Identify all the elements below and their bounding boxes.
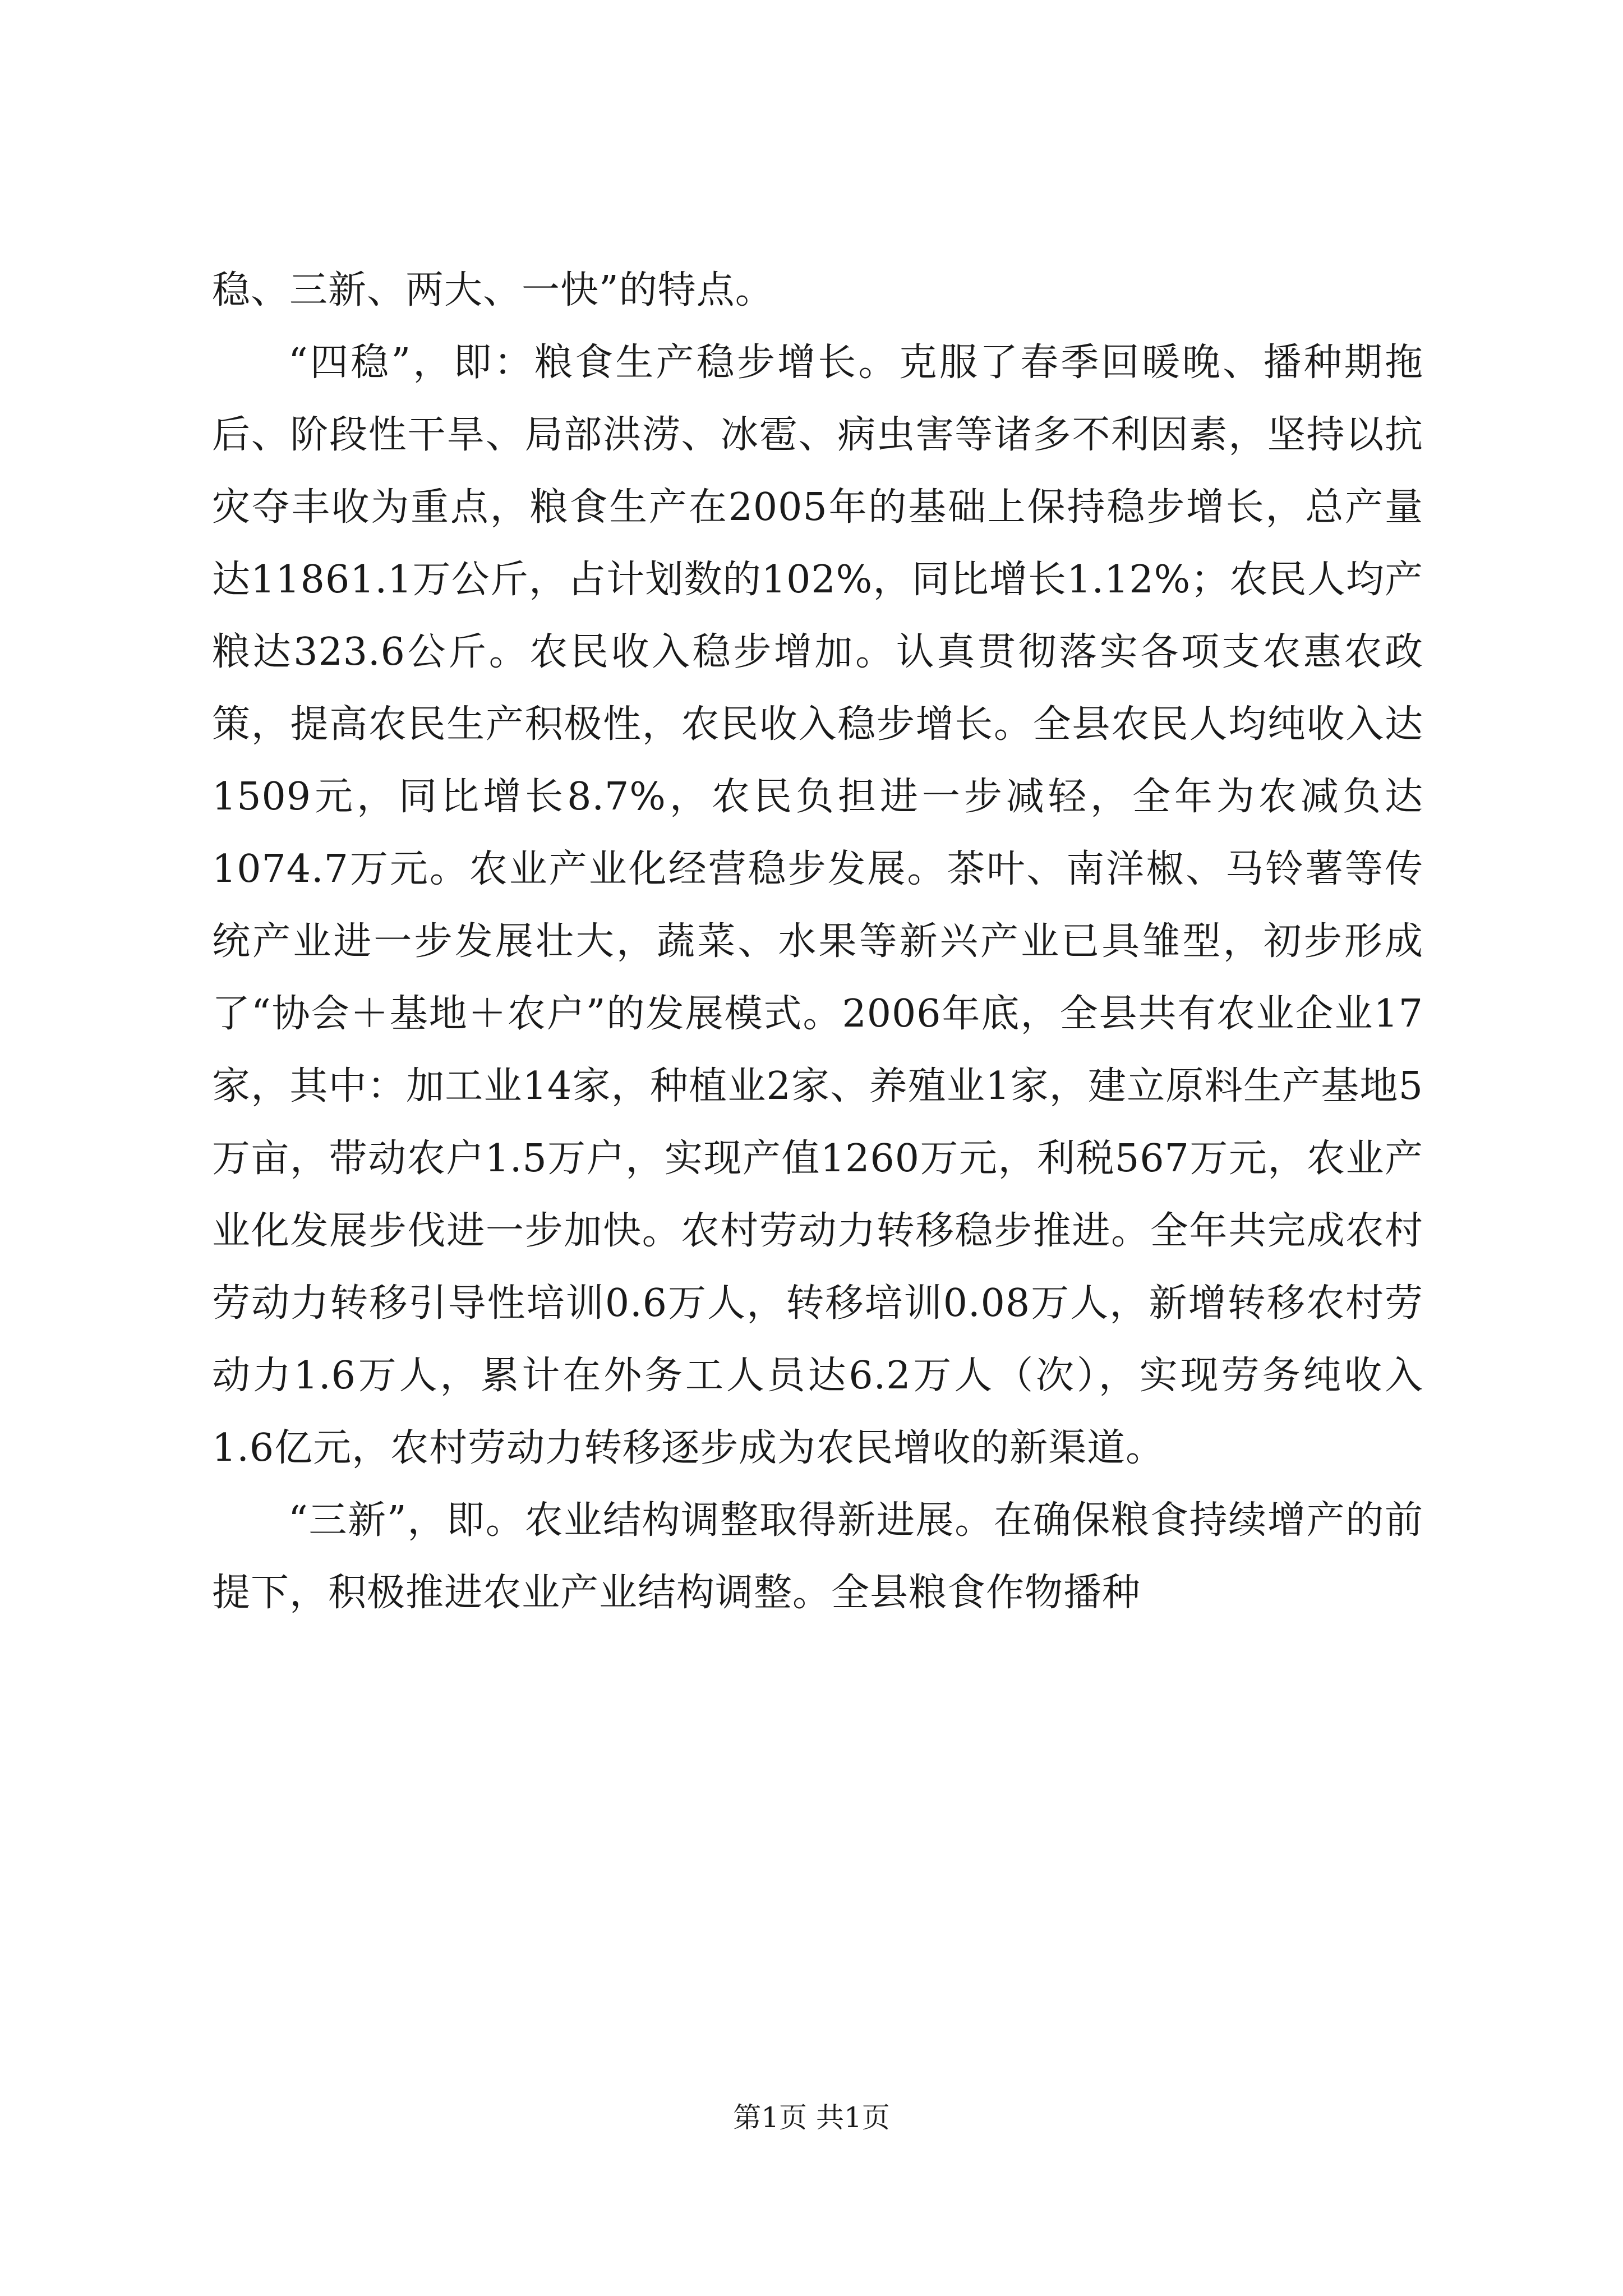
page-footer: 第1页 共1页 bbox=[733, 2101, 890, 2134]
paragraph-four-stable: “四稳”，即：粮食生产稳步增长。克服了春季回暖晚、播种期拖后、阶段性干旱、局部洪涝、冰雹、病虫害等诸多不利因素，坚持以抗灾夺丰收为重点，粮食生产在2005年的基础上保持稳步增长，总产量达11861.1万公斤，占计划数的102%，同比增长1.12%；农民人均产粮达323.6公斤。农民收入稳步增加。认真贯彻落实各项支农惠农政策，提高农民生产积极性，农民收入稳步增长。全县农民人均纯收入达1509元，同比增长8.7%，农民负担进一步减轻，全年为农减负达1074.7万元。农业产业化经营稳步发展。茶叶、南洋椒、马铃薯等传统产业进一步发展壮大，蔬菜、水果等新兴产业已具雏型，初步形成了“协会＋基地＋农户”的发展模式。2006年底，全县共有农业企业17家，其中：加工业14家，种植业2家、养殖业1家，建立原料生产基地5万亩，带动农户1.5万户，实现产值1260万元，利税567万元，农业产业化发展步伐进一步加快。农村劳动力转移稳步推进。全年共完成农村劳动力转移引导性培训0.6万人，转移培训0.08万人，新增转移农村劳动力1.6万人，累计在外务工人员达6.2万人（次），实现劳务纯收入1.6亿元，农村劳动力转移逐步成为农民增收的新渠道。 bbox=[212, 341, 1423, 1470]
paragraph-three-new: “三新”，即。农业结构调整取得新进展。在确保粮食持续增产的前提下，积极推进农业产业结构调整。全县粮食作物播种 bbox=[212, 1498, 1423, 1615]
document-body bbox=[212, 254, 1423, 1629]
paragraph-continuation: 稳、三新、两大、一快”的特点。 bbox=[212, 268, 774, 312]
